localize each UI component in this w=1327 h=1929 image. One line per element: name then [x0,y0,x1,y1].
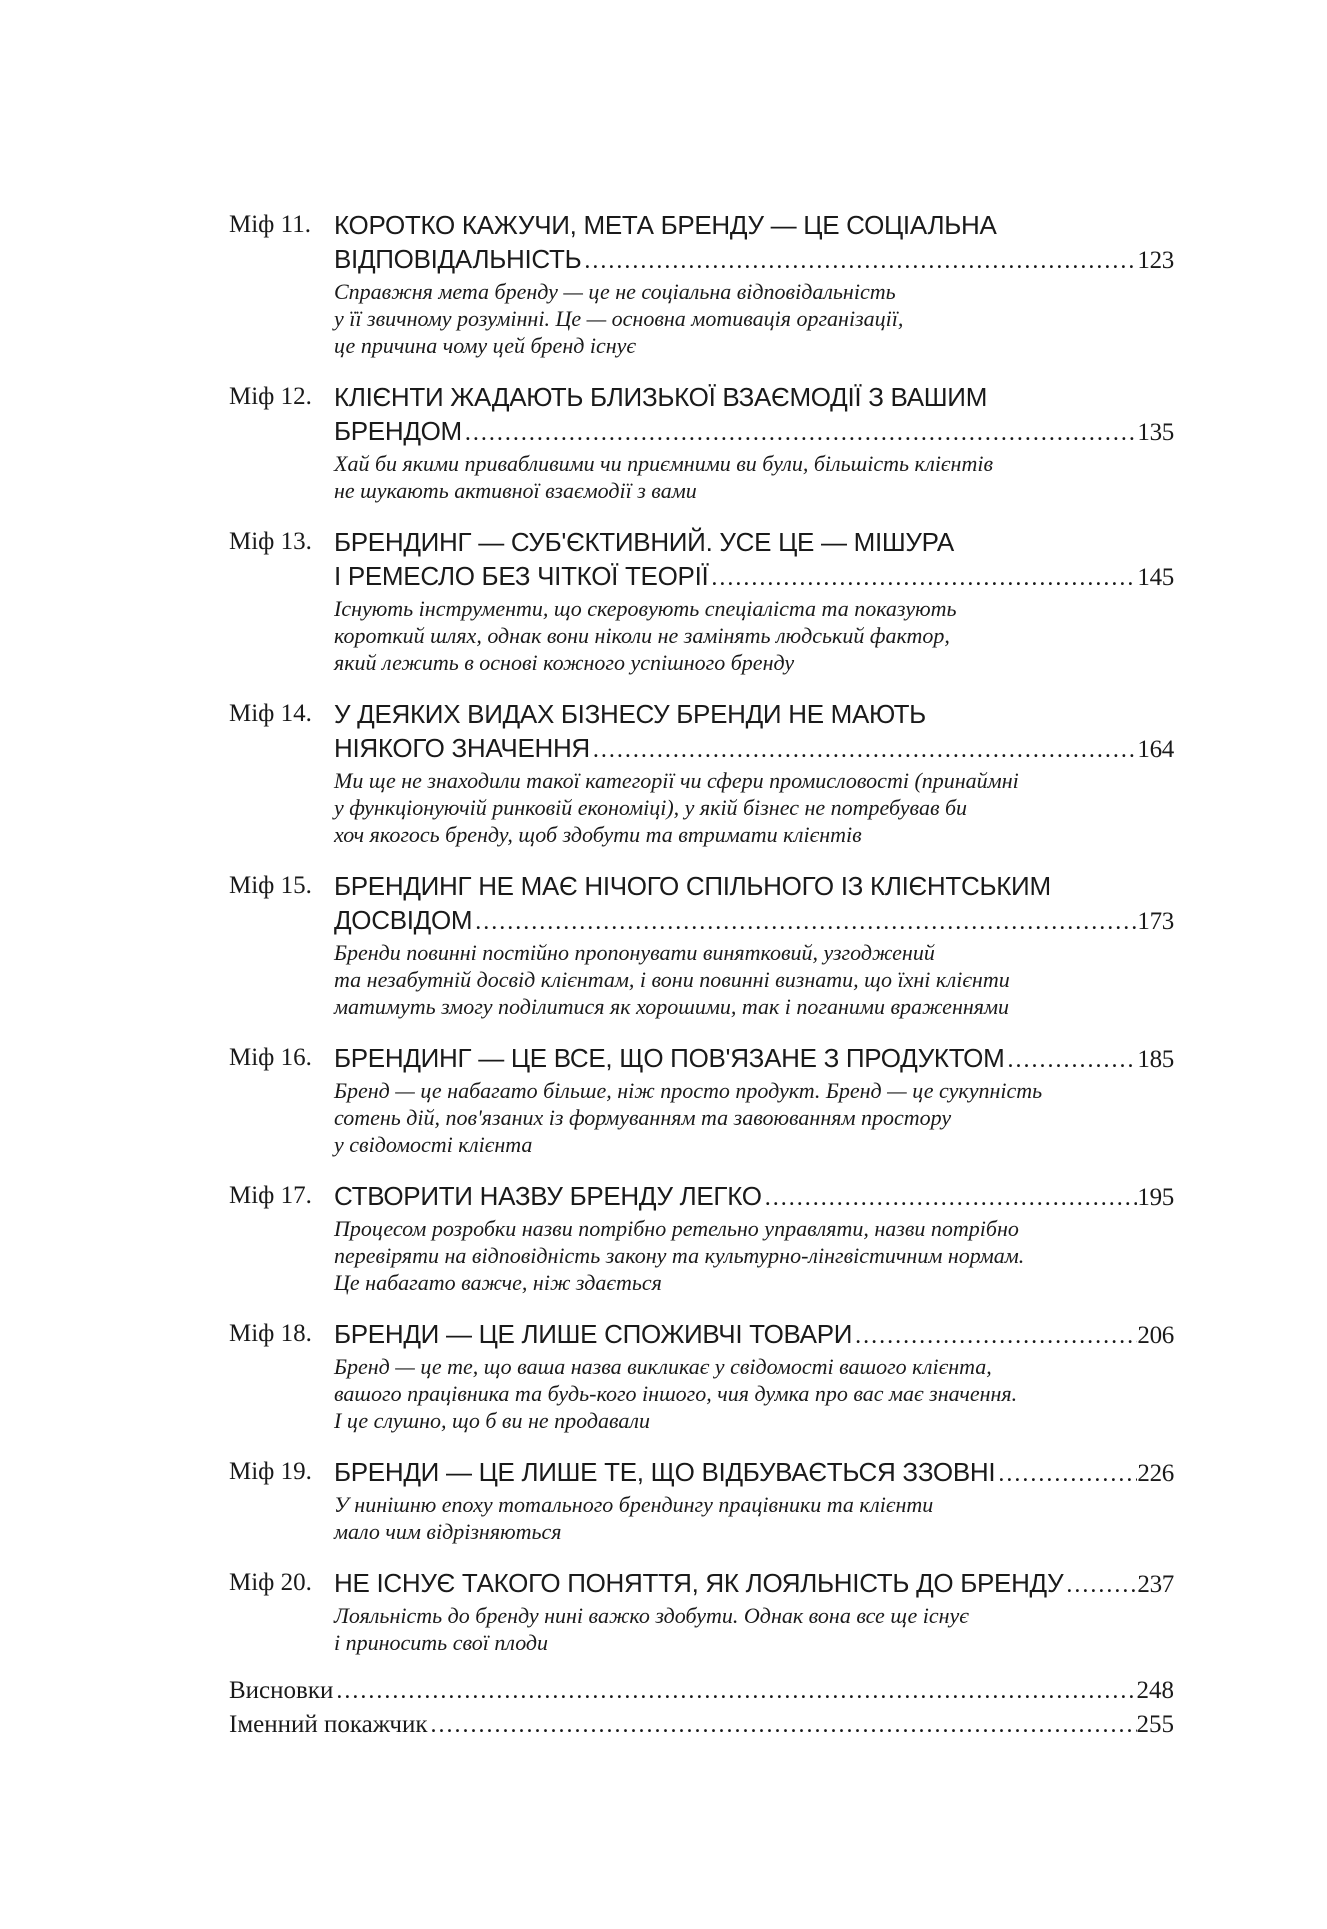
dot-leader [708,561,1137,595]
entry-title-line: БРЕНДИНГ НЕ МАЄ НІЧОГО СПІЛЬНОГО ІЗ КЛІЄНТСЬКИМ [334,871,1051,901]
toc-entry[interactable] [229,697,1174,848]
myth-label: Міф 19. [229,1458,312,1485]
page-number: 123 [1137,247,1174,274]
entry-content [334,208,1174,359]
entry-description-line: мало чим відрізняються [334,1519,562,1544]
dot-leader [472,905,1137,939]
page-number: 185 [1137,1046,1174,1073]
page-number: 135 [1137,419,1174,446]
entry-title-text: БРЕНДИНГ — ЦЕ ВСЕ, ЩО ПОВ'ЯЗАНЕ З ПРОДУКТОМ [334,1043,1005,1073]
entry-title-text: НІЯКОГО ЗНАЧЕННЯ [334,733,590,763]
entry-description-line: Хай би якими привабливими чи приємними ви були, більшість клієнтів [334,451,993,476]
entry-description-line: Це набагато важче, ніж здається [334,1270,662,1295]
dot-leader [590,733,1137,767]
entry-title-text: СТВОРИТИ НАЗВУ БРЕНДУ ЛЕГКО [334,1181,762,1211]
dot-leader [852,1319,1137,1353]
page-number: 173 [1137,908,1174,935]
page-number: 226 [1137,1460,1174,1487]
dot-leader [762,1181,1138,1215]
myth-label: Міф 15. [229,872,312,899]
entry-content [334,525,1174,676]
entry-description-line: не шукають активної взаємодії з вами [334,478,697,503]
myth-label: Міф 13. [229,528,312,555]
entry-content [334,697,1174,848]
toc-entry[interactable] [229,1455,1174,1545]
entry-content [334,1041,1174,1158]
entry-title-line [334,559,1174,595]
entry-title-line: У ДЕЯКИХ ВИДАХ БІЗНЕСУ БРЕНДИ НЕ МАЮТЬ [334,699,926,729]
myth-label: Міф 20. [229,1569,312,1596]
entry-title-line [334,1041,1174,1077]
entry-description-line: сотень дій, пов'язаних із формуванням та завоюванням простору [334,1105,952,1130]
entry-description-line: у свідомості клієнта [334,1132,533,1157]
page-number: 248 [1136,1677,1174,1704]
dot-leader [995,1457,1137,1491]
dot-leader [333,1674,1136,1708]
entry-title-text: БРЕНДИ — ЦЕ ЛИШЕ СПОЖИВЧІ ТОВАРИ [334,1319,853,1349]
entry-description-line: Лояльність до бренду нині важко здобути. Однак вона все ще існує [334,1603,969,1628]
entry-title-text: БРЕНДОМ [334,416,462,446]
myth-label: Міф 12. [229,383,312,410]
toc-entry[interactable] [229,1317,1174,1434]
entry-description-line: у функціонуючій ринковій економіці), у якій бізнес не потребував би [334,795,968,820]
entry-title-line: КЛІЄНТИ ЖАДАЮТЬ БЛИЗЬКОЇ ВЗАЄМОДІЇ З ВАШИМ [334,382,988,412]
entry-title-text: І РЕМЕСЛО БЕЗ ЧІТКОЇ ТЕОРІЇ [334,561,709,591]
entry-content [334,1179,1174,1296]
entry-title-text: Висновки [229,1677,334,1704]
entry-description-line: це причина чому цей бренд існує [334,333,637,358]
entry-content [334,869,1174,1020]
entry-description-line: Ми ще не знаходили такої категорії чи сфери промисловості (принаймні [334,768,1019,793]
entry-description-line: і приносить свої плоди [334,1630,549,1655]
entry-description-line: який лежить в основі кожного успішного бренду [334,650,795,675]
entry-title-line: КОРОТКО КАЖУЧИ, МЕТА БРЕНДУ — ЦЕ СОЦІАЛЬНА [334,210,997,240]
entry-description-line: І це слушно, що б ви не продавали [334,1408,650,1433]
entry-description-line: Справжня мета бренду — це не соціальна відповідальність [334,279,896,304]
page-number: 195 [1137,1184,1174,1211]
entry-title-line [334,414,1174,450]
entry-title-text: БРЕНДИ — ЦЕ ЛИШЕ ТЕ, ЩО ВІДБУВАЄТЬСЯ ЗЗОВНІ [334,1457,996,1487]
toc-entry[interactable] [229,208,1174,359]
entry-title-line [334,903,1174,939]
entry-content [334,1566,1174,1656]
entry-title-line [334,242,1174,278]
entry-content [334,1455,1174,1545]
dot-leader [1004,1043,1137,1077]
page-number: 164 [1137,736,1174,763]
entry-description-line: Існують інструменти, що скеровують спеціаліста та показують [334,596,957,621]
toc-entry[interactable] [229,1674,1174,1708]
entry-title-text: ВІДПОВІДАЛЬНІСТЬ [334,244,582,274]
entry-description-line: вашого працівника та будь-кого іншого, чия думка про вас має значення. [334,1381,1018,1406]
dot-leader [462,416,1137,450]
toc-entry[interactable] [229,1566,1174,1656]
toc-entry[interactable] [229,380,1174,504]
toc-entry[interactable] [229,1179,1174,1296]
table-of-contents [229,208,1174,1742]
dot-leader [581,244,1137,278]
entry-description-line: Бренди повинні постійно пропонувати винятковий, узгоджений [334,940,935,965]
entry-title-text: Іменний покажчик [229,1711,428,1738]
dot-leader [1063,1568,1137,1602]
entry-title-line [334,1179,1174,1215]
entry-title-line [334,731,1174,767]
entry-description-line: матимуть змогу поділитися як хорошими, так і поганими враженнями [334,994,1010,1019]
entry-description-line: перевіряти на відповідність закону та культурно-лінгвістичним нормам. [334,1243,1025,1268]
page-number: 255 [1136,1711,1174,1738]
myth-label: Міф 18. [229,1320,312,1347]
entry-description-line: Бренд — це те, що ваша назва викликає у свідомості вашого клієнта, [334,1354,992,1379]
entry-description-line: Бренд — це набагато більше, ніж просто продукт. Бренд — це сукупність [334,1078,1043,1103]
entry-content [334,380,1174,504]
entry-description-line: хоч якогось бренду, щоб здобути та втримати клієнтів [334,822,862,847]
entry-description-line: Процесом розробки назви потрібно ретельно управляти, назви потрібно [334,1216,1019,1241]
myth-label: Міф 11. [229,211,311,238]
entry-description-line: У нинішню епоху тотального брендингу працівники та клієнти [334,1492,934,1517]
toc-entry[interactable] [229,1708,1174,1742]
entry-title-line [334,1566,1174,1602]
page-number: 145 [1137,564,1174,591]
toc-entry[interactable] [229,869,1174,1020]
toc-entry[interactable] [229,525,1174,676]
entry-title-line [334,1317,1174,1353]
entry-title-line [334,1455,1174,1491]
entry-title-line: БРЕНДИНГ — СУБ'ЄКТИВНИЙ. УСЕ ЦЕ — МІШУРА [334,527,954,557]
page-number: 237 [1137,1571,1174,1598]
page-number: 206 [1137,1322,1174,1349]
myth-label: Міф 14. [229,700,312,727]
toc-entry[interactable] [229,1041,1174,1158]
entry-content [334,1317,1174,1434]
entry-title-text: ДОСВІДОМ [334,905,473,935]
entry-description-line: у її звичному розумінні. Це — основна мотивація організації, [334,306,904,331]
entry-title-text: НЕ ІСНУЄ ТАКОГО ПОНЯТТЯ, ЯК ЛОЯЛЬНІСТЬ ДО БРЕНДУ [334,1568,1064,1598]
myth-label: Міф 17. [229,1182,312,1209]
myth-label: Міф 16. [229,1044,312,1071]
entry-description-line: короткий шлях, однак вони ніколи не замінять людський фактор, [334,623,950,648]
dot-leader [428,1708,1137,1742]
entry-description-line: та незабутній досвід клієнтам, і вони повинні визнати, що їхні клієнти [334,967,1010,992]
toc-extra [229,1674,1174,1742]
